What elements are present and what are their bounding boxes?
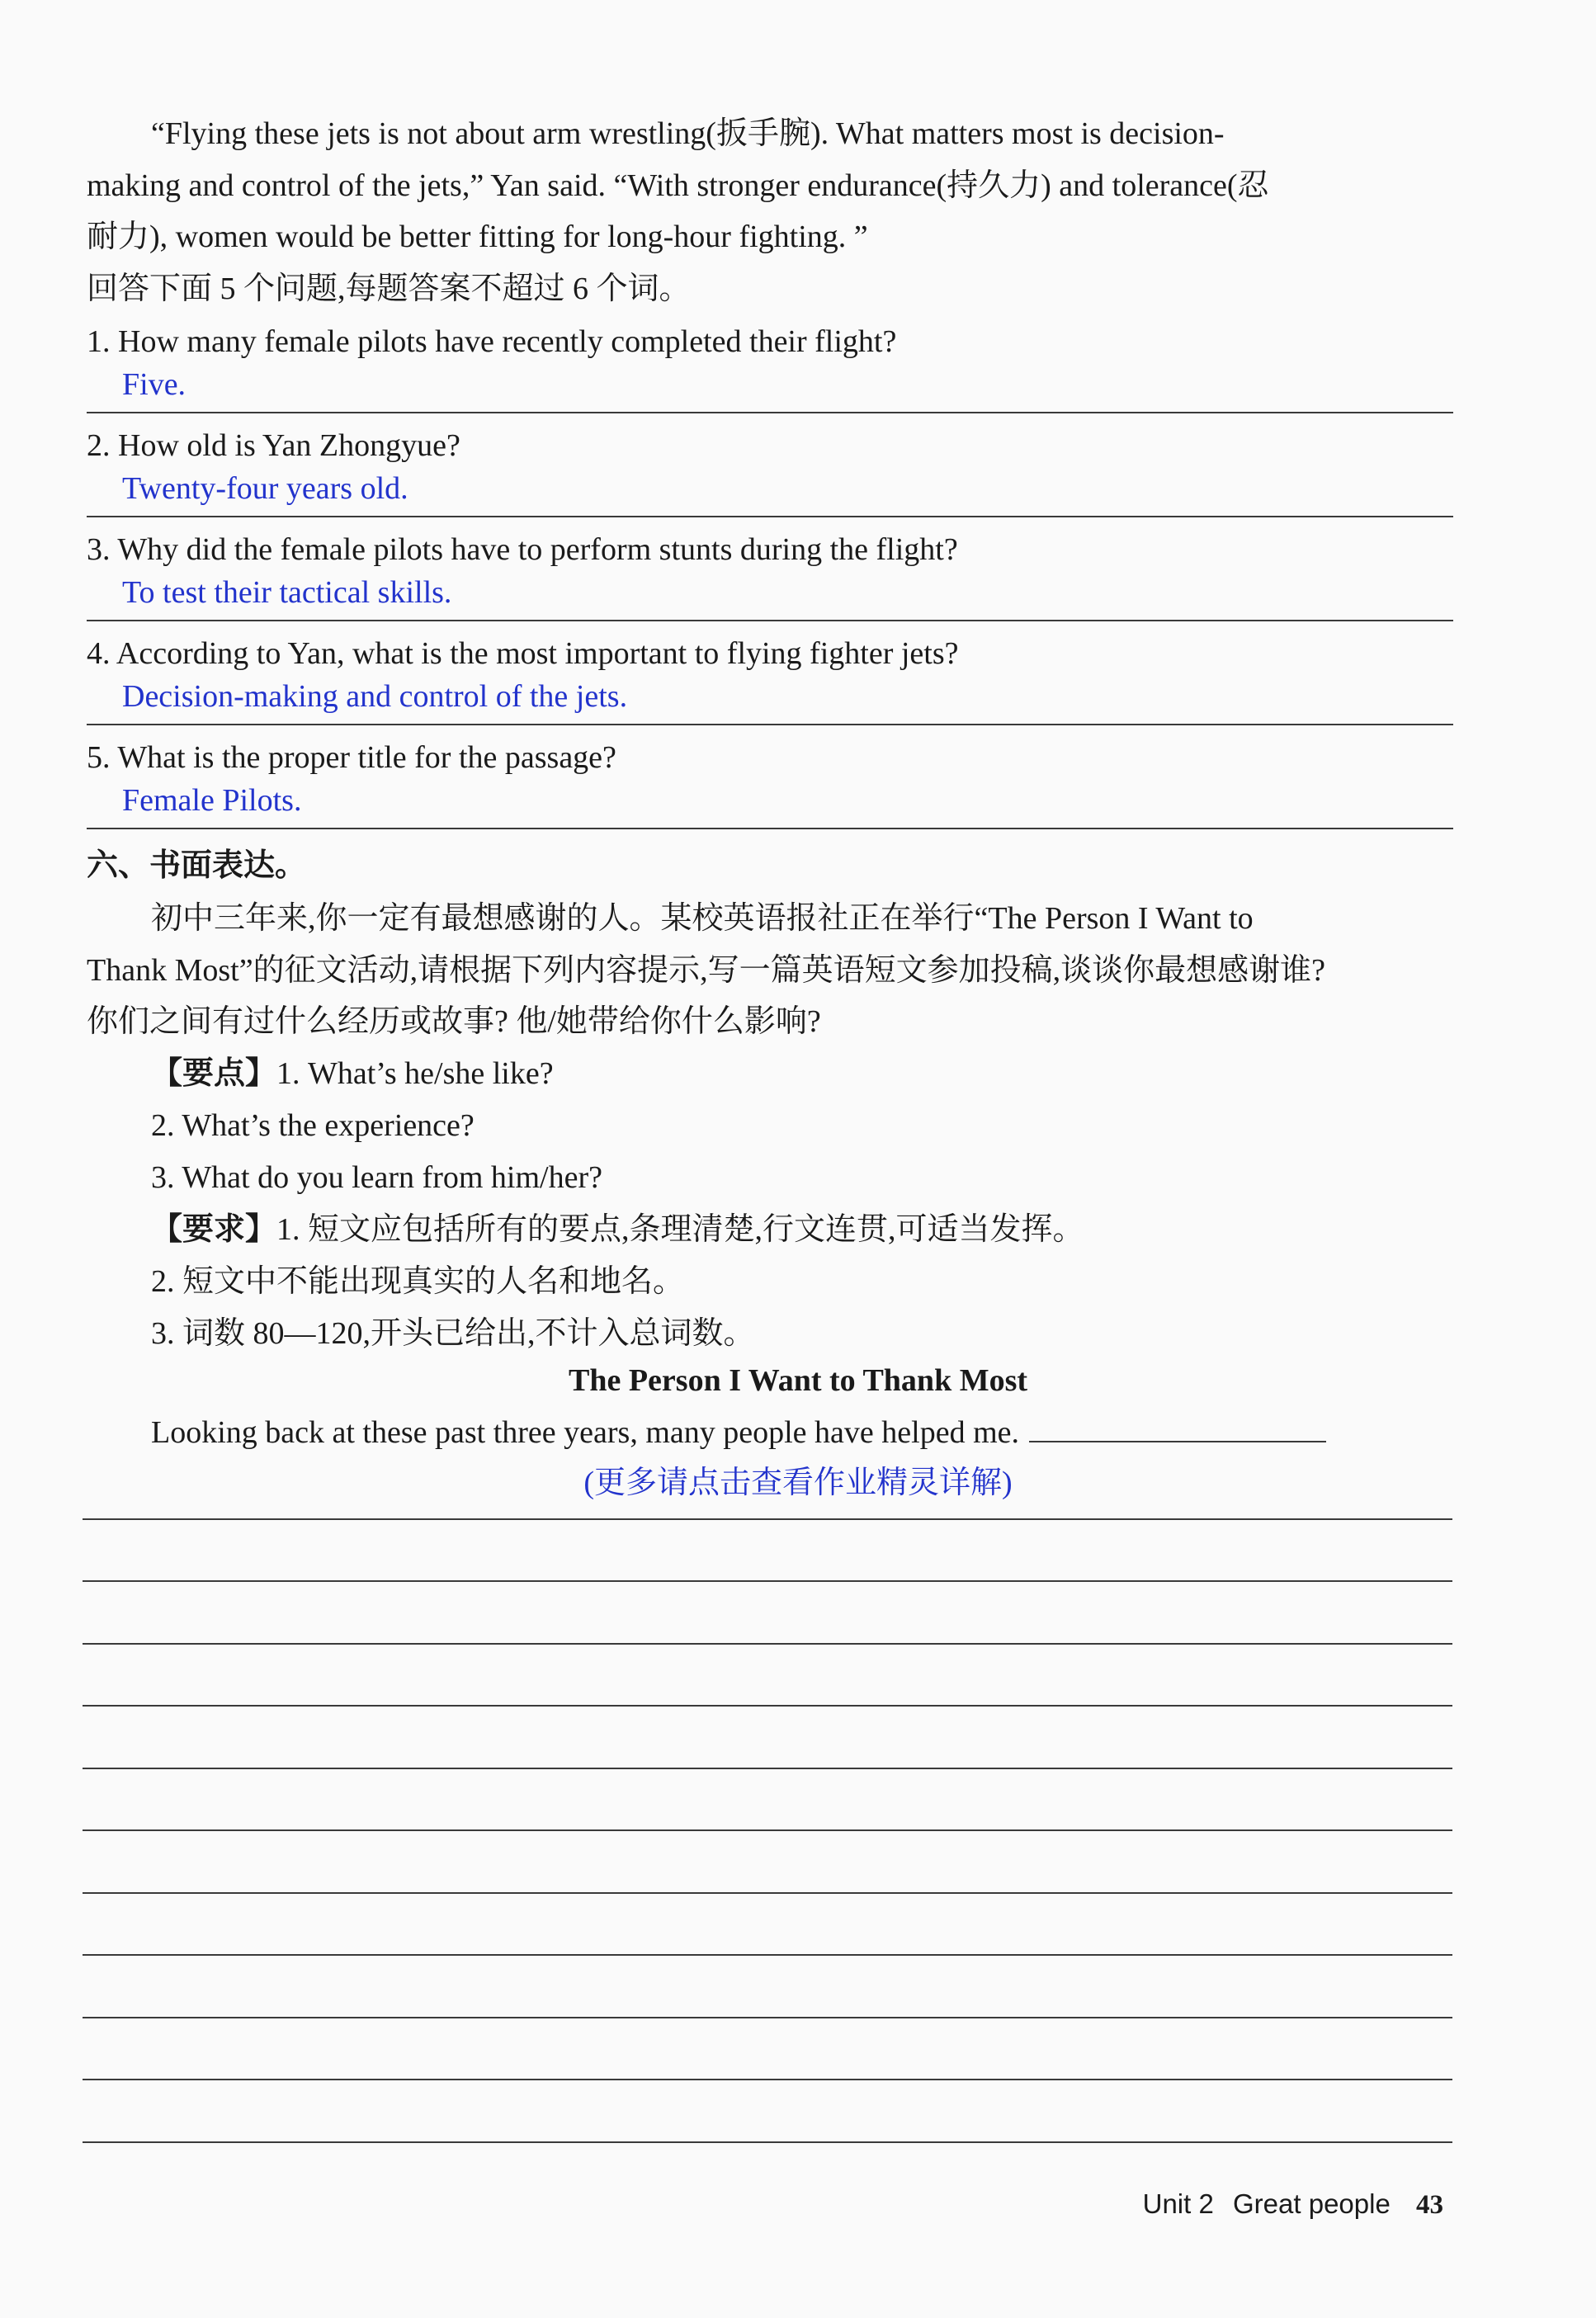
- section-intro-1: 初中三年来,你一定有最想感谢的人。某校英语报社正在举行“The Person I Want to: [151, 901, 1254, 936]
- writing-line[interactable]: [83, 1643, 1452, 1645]
- writing-line[interactable]: [83, 1518, 1452, 1520]
- requirement-3: 3. 词数 80—120,开头已给出,不计入总词数。: [151, 1316, 755, 1351]
- answer-line-5: [87, 828, 1453, 829]
- passage-line-1: “Flying these jets is not about arm wrestling(扳手腕). What matters most is decision-: [151, 116, 1225, 151]
- writing-line[interactable]: [83, 1580, 1452, 1582]
- point-2: 2. What’s the experience?: [151, 1108, 475, 1143]
- writing-line[interactable]: [83, 1954, 1452, 1956]
- essay-blank[interactable]: [1029, 1416, 1326, 1442]
- point-1-row: [151, 1048, 1453, 1099]
- section-intro-3: 你们之间有过什么经历或故事? 他/她带给你什么影响?: [87, 1004, 821, 1039]
- answer-3: To test their tactical skills.: [122, 575, 452, 610]
- page-number: 43: [1416, 2190, 1443, 2220]
- more-details-link[interactable]: (更多请点击查看作业精灵详解): [583, 1466, 1013, 1500]
- essay-title: The Person I Want to Thank Most: [568, 1363, 1028, 1398]
- answer-line-1: [87, 412, 1453, 413]
- essay-start-row: [151, 1407, 1453, 1458]
- writing-line[interactable]: [83, 2141, 1452, 2143]
- passage-line-2: making and control of the jets,” Yan said. “With stronger endurance(持久力) and tolerance(忍: [87, 168, 1269, 203]
- writing-line[interactable]: [83, 1768, 1452, 1769]
- section-title: 六、书面表达。: [87, 848, 307, 883]
- page-footer: [1143, 2188, 1443, 2221]
- footer-topic: Great people: [1233, 2188, 1391, 2219]
- answer-line-2: [87, 516, 1453, 517]
- question-1: 1. How many female pilots have recently completed their flight?: [87, 324, 897, 359]
- requirements-tag: 【要求】: [151, 1212, 277, 1247]
- writing-line[interactable]: [83, 1705, 1452, 1707]
- answer-5: Female Pilots.: [122, 783, 302, 818]
- point-1: 1. What’s he/she like?: [276, 1056, 554, 1091]
- requirement-2: 2. 短文中不能出现真实的人名和地名。: [151, 1264, 685, 1299]
- question-5: 5. What is the proper title for the passage?: [87, 740, 616, 775]
- essay-start: Looking back at these past three years, many people have helped me.: [151, 1415, 1019, 1450]
- instruction: 回答下面 5 个问题,每题答案不超过 6 个词。: [87, 271, 691, 306]
- section-intro-2: Thank Most”的征文活动,请根据下列内容提示,写一篇英语短文参加投稿,谈谈你最想感谢谁?: [87, 953, 1325, 988]
- writing-line[interactable]: [83, 2017, 1452, 2018]
- answer-4: Decision-making and control of the jets.: [122, 679, 628, 714]
- question-2: 2. How old is Yan Zhongyue?: [87, 428, 460, 463]
- points-tag: 【要点】: [151, 1056, 277, 1091]
- question-4: 4. According to Yan, what is the most important to flying fighter jets?: [87, 636, 959, 671]
- footer-unit: Unit 2: [1142, 2188, 1214, 2219]
- writing-line[interactable]: [83, 2079, 1452, 2080]
- writing-line[interactable]: [83, 1829, 1452, 1831]
- answer-line-3: [87, 620, 1453, 621]
- answer-2: Twenty-four years old.: [122, 471, 408, 506]
- requirement-1: 1. 短文应包括所有的要点,条理清楚,行文连贯,可适当发挥。: [276, 1212, 1084, 1247]
- requirement-1-row: [151, 1204, 1453, 1255]
- answer-1: Five.: [122, 367, 187, 402]
- writing-line[interactable]: [83, 1892, 1452, 1894]
- passage-line-3: 耐力), women would be better fitting for long-hour fighting. ”: [87, 220, 868, 254]
- answer-line-4: [87, 724, 1453, 725]
- question-3: 3. Why did the female pilots have to perform stunts during the flight?: [87, 532, 958, 567]
- point-3: 3. What do you learn from him/her?: [151, 1160, 602, 1195]
